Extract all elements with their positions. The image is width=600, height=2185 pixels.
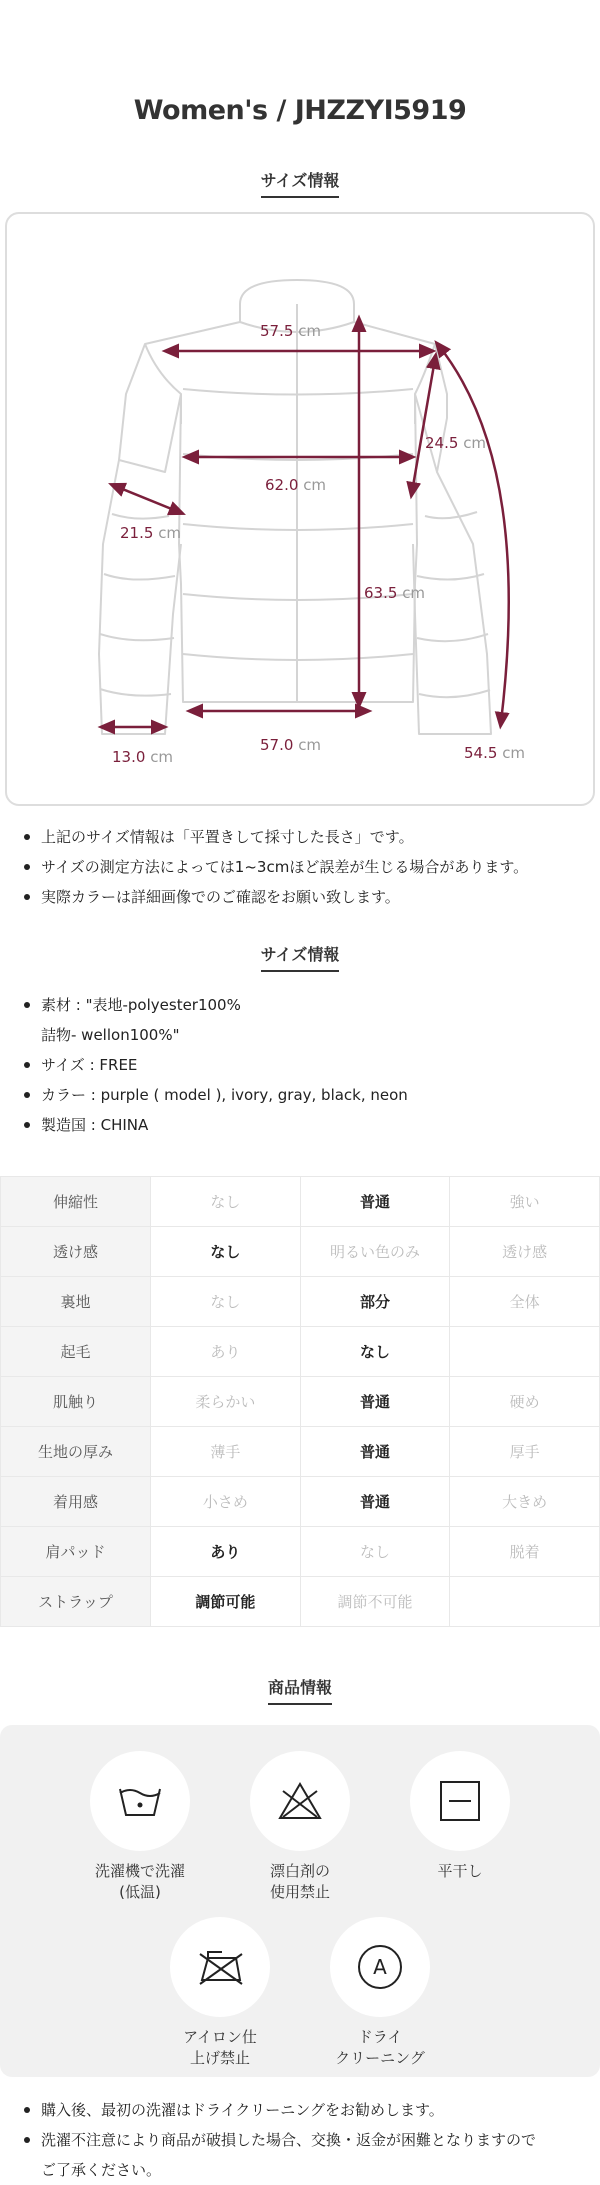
attribute-option: 脱着 [450, 1527, 600, 1577]
spec-size: サイズ : FREE [20, 1050, 580, 1080]
spec-material-line1: 素材 : "表地-polyester100% [41, 996, 241, 1014]
attribute-option: 薄手 [151, 1427, 301, 1477]
attribute-row [1, 1327, 600, 1377]
attribute-label: 透け感 [1, 1227, 151, 1277]
attribute-row [1, 1527, 600, 1577]
attribute-option [450, 1577, 600, 1627]
care-panel [0, 1725, 600, 2077]
attribute-option: 明るい色のみ [300, 1227, 450, 1277]
attribute-label: 裏地 [1, 1277, 151, 1327]
attribute-label: 肩パッド [1, 1527, 151, 1577]
attribute-label: 着用感 [1, 1477, 151, 1527]
care-label-line: (低温) [119, 1883, 161, 1901]
attribute-option: 強い [450, 1177, 600, 1227]
dry-flat-icon [410, 1751, 510, 1851]
spec-section-heading [0, 942, 600, 972]
care-label-line: 使用禁止 [269, 1883, 330, 1901]
label-hem: 57.0 cm [260, 736, 322, 754]
care-note: 洗濯不注意により商品が破損した場合、交換・返金が困難となりますので ご了承ください。 [20, 2125, 580, 2185]
care-item-wash [65, 1751, 215, 1903]
attribute-option: 普通 [300, 1427, 450, 1477]
attribute-option: あり [151, 1327, 301, 1377]
attribute-option: なし [151, 1277, 301, 1327]
attribute-option: 透け感 [450, 1227, 600, 1277]
label-sleeve-top: 24.5 cm [425, 434, 487, 452]
attribute-option: なし [151, 1227, 301, 1277]
attribute-row [1, 1427, 600, 1477]
attribute-label: 生地の厚み [1, 1427, 151, 1477]
fabric-attribute-table [0, 1176, 600, 1627]
attribute-option: なし [300, 1527, 450, 1577]
attribute-option: 調節可能 [151, 1577, 301, 1627]
attribute-option: なし [151, 1177, 301, 1227]
care-label-line: 上げ禁止 [189, 2049, 250, 2067]
spec-origin: 製造国 : CHINA [20, 1110, 580, 1140]
size-note: サイズの測定方法によっては1~3cmほど誤差が生じる場合があります。 [20, 852, 580, 882]
spec-heading-text: サイズ情報 [261, 942, 340, 972]
care-item-iron [145, 1917, 295, 2069]
size-notes [0, 822, 600, 942]
label-cuff: 13.0 cm [112, 748, 174, 766]
spec-list [0, 990, 600, 1140]
label-shoulder: 57.5 cm [260, 322, 322, 340]
attribute-row [1, 1227, 600, 1277]
care-label-line: クリーニング [335, 2049, 425, 2067]
label-sleeve: 54.5 cm [464, 744, 526, 762]
care-label-line: アイロン仕 [183, 2028, 257, 2046]
jacket-outline [99, 280, 491, 734]
page-title: Women's / JHZZYI5919 [133, 95, 467, 126]
spec-material [20, 990, 580, 1050]
no-bleach-icon [250, 1751, 350, 1851]
care-heading-text: 商品情報 [268, 1675, 332, 1705]
attribute-option: 全体 [450, 1277, 600, 1327]
wash-low-temp-icon [90, 1751, 190, 1851]
attribute-option: 小さめ [151, 1477, 301, 1527]
care-note: 購入後、最初の洗濯はドライクリーニングをお勧めします。 [20, 2095, 580, 2125]
attribute-option: あり [151, 1527, 301, 1577]
spec-material-line2: 詰物- wellon100%" [41, 1026, 180, 1044]
size-note: 上記のサイズ情報は「平置きして採寸した長さ」です。 [20, 822, 580, 852]
attribute-option: 普通 [300, 1377, 450, 1427]
care-label-line: 平干し [437, 1862, 483, 1880]
attribute-option: 柔らかい [151, 1377, 301, 1427]
attribute-row [1, 1177, 600, 1227]
care-label-line: 洗濯機で洗濯 [94, 1862, 185, 1880]
jacket-sketch [7, 214, 595, 804]
care-item-bleach [225, 1751, 375, 1903]
care-item-dry-clean [305, 1917, 455, 2069]
size-note: 実際カラーは詳細画像でのご確認をお願い致します。 [20, 882, 580, 912]
attribute-option: 厚手 [450, 1427, 600, 1477]
attribute-label: ストラップ [1, 1577, 151, 1627]
size-heading-text: サイズ情報 [261, 168, 340, 198]
attribute-label: 伸縮性 [1, 1177, 151, 1227]
size-diagram [5, 212, 595, 806]
label-armhole: 21.5 cm [120, 524, 182, 542]
care-section-heading [0, 1675, 600, 1705]
attribute-option: 大きめ [450, 1477, 600, 1527]
attribute-option: 硬め [450, 1377, 600, 1427]
care-notes [0, 2095, 600, 2185]
dry-clean-symbol: A [358, 1945, 402, 1989]
dry-clean-icon [330, 1917, 430, 2017]
care-label-line: 漂白剤の [269, 1862, 330, 1880]
attribute-label: 肌触り [1, 1377, 151, 1427]
attribute-row [1, 1377, 600, 1427]
care-item-dry-flat [385, 1751, 535, 1882]
attribute-row [1, 1477, 600, 1527]
no-iron-icon [170, 1917, 270, 2017]
label-chest: 62.0 cm [265, 476, 327, 494]
attribute-option: なし [300, 1327, 450, 1377]
attribute-option: 普通 [300, 1177, 450, 1227]
attribute-row [1, 1277, 600, 1327]
attribute-label: 起毛 [1, 1327, 151, 1377]
care-label-line: ドライ [357, 2028, 403, 2046]
attribute-option [450, 1327, 600, 1377]
size-section-heading [0, 168, 600, 198]
attribute-option: 調節不可能 [300, 1577, 450, 1627]
spec-color: カラー : purple ( model ), ivory, gray, black, neon [20, 1080, 580, 1110]
attribute-row [1, 1577, 600, 1627]
attribute-option: 部分 [300, 1277, 450, 1327]
attribute-option: 普通 [300, 1477, 450, 1527]
label-length: 63.5 cm [364, 584, 426, 602]
